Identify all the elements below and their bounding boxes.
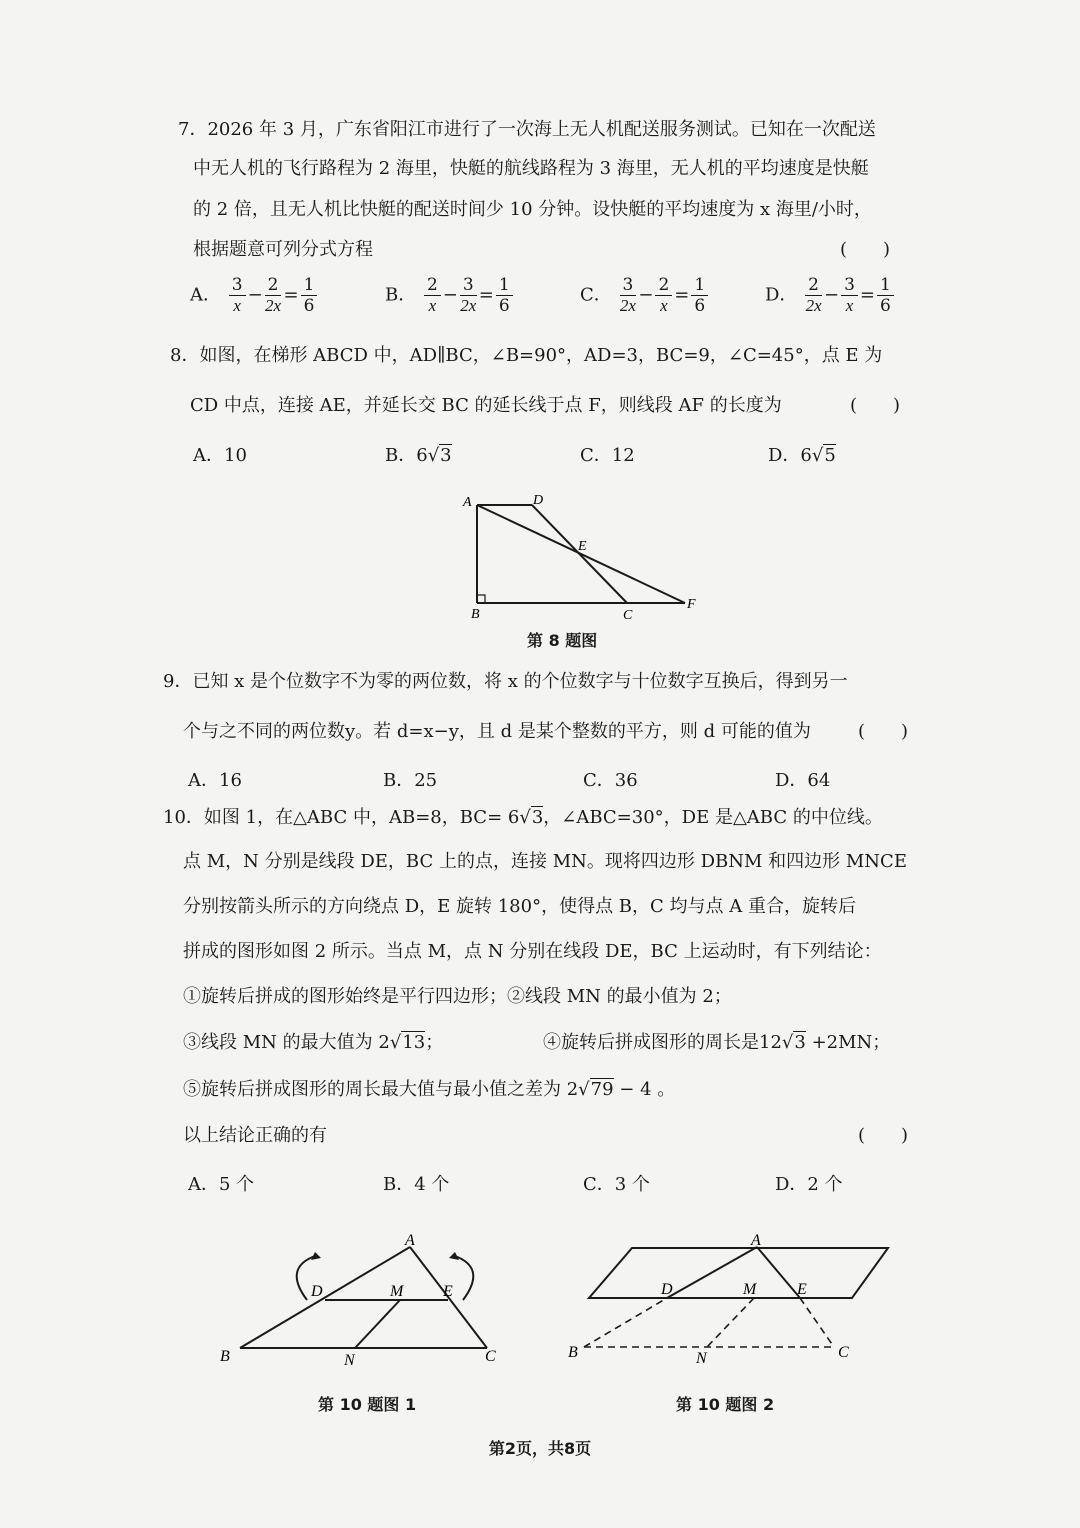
fig2-point-c-label: C [838, 1344, 849, 1361]
q8-option-c: C．12 [580, 445, 635, 466]
q10-figure-1 [215, 1228, 515, 1373]
q10-figure-2-caption: 第 10 题图 2 [676, 1395, 775, 1414]
q7-line-2: 中无人机的飞行路程为 2 海里，快艇的航线路程为 3 海里，无人机的平均速度是快艇 [193, 158, 869, 179]
segment-af [477, 505, 685, 603]
point-b-label: B [471, 607, 480, 622]
q10-line-6a: ③线段 MN 的最大值为 2√13； [183, 1032, 444, 1053]
fig2-point-d-label: D [661, 1281, 673, 1298]
q9-option-b: B．25 [383, 770, 438, 791]
q7-option-c: C． $\frac{3}{2x}$ − $\frac{2}{x}$ = $\frac{1}{6}$ [580, 275, 710, 316]
q10-line-3: 分别按箭头所示的方向绕点 D，E 旋转 180°，使得点 B，C 均与点 A 重合，旋转后 [183, 896, 856, 917]
right-angle-mark [477, 595, 485, 603]
q10-line-7: ⑤旋转后拼成图形的周长最大值与最小值之差为 2√79 − 4 。 [183, 1079, 676, 1100]
q10-line-2: 点 M，N 分别是线段 DE，BC 上的点，连接 MN。现将四边形 DBNM 和四边形 MNCE [183, 851, 907, 872]
q10-option-b: B．4 个 [383, 1174, 450, 1195]
fig1-point-b-label: B [220, 1348, 230, 1365]
q8-line-2: CD 中点，连接 AE，并延长交 BC 的延长线于点 F，则线段 AF 的长度为 [190, 395, 782, 416]
q9-line-2: 个与之不同的两位数y。若 d=x−y，且 d 是某个整数的平方，则 d 可能的值为 [183, 721, 811, 742]
q7-option-d: D． $\frac{2}{2x}$ − $\frac{3}{x}$ = $\frac{1}{6}$ [765, 275, 896, 316]
fig2-point-n-label: N [696, 1350, 707, 1367]
fig2-point-e-label: E [797, 1281, 807, 1298]
q10-line-5: ①旋转后拼成的图形始终是平行四边形；②线段 MN 的最小值为 2； [183, 986, 732, 1007]
fig1-point-m-label: M [390, 1283, 404, 1300]
q8-figure-caption: 第 8 题图 [527, 631, 598, 650]
q10-figure-1-caption: 第 10 题图 1 [318, 1395, 417, 1414]
fig1-point-c-label: C [485, 1348, 496, 1365]
q10-answer-paren: ( ) [858, 1125, 909, 1146]
fig1-point-n-label: N [344, 1352, 355, 1369]
fig1-point-e-label: E [443, 1283, 453, 1300]
q10-line-6b: ④旋转后拼成图形的周长是12√3 +2MN； [543, 1032, 891, 1053]
q8-option-a: A．10 [193, 445, 247, 466]
dashed-segment-ec [800, 1298, 834, 1347]
q10-figure-2 [562, 1225, 902, 1375]
q10-option-d: D．2 个 [775, 1174, 843, 1195]
fig1-point-d-label: D [311, 1283, 323, 1300]
point-f-label: F [687, 597, 696, 612]
segment-ae [757, 1247, 800, 1298]
q8-line-1: 8．如图，在梯形 ABCD 中，AD∥BC，∠B=90°，AD=3，BC=9，∠C=45°，点 E 为 [170, 345, 883, 366]
q8-answer-paren: ( ) [850, 395, 901, 416]
segment-ba [240, 1247, 410, 1348]
point-a-label: A [463, 495, 472, 510]
q7-line-3: 的 2 倍，且无人机比快艇的配送时间少 10 分钟。设快艇的平均速度为 x 海里/小时， [193, 199, 872, 220]
q7-answer-paren: ( ) [840, 239, 891, 260]
q10-line-1: 10．如图 1，在△ABC 中，AB=8，BC= 6√3，∠ABC=30°，DE 是△ABC 的中位线。 [163, 807, 883, 828]
parallelogram [589, 1248, 888, 1298]
dashed-segment-bd [584, 1298, 667, 1347]
q9-option-d: D．64 [775, 770, 831, 791]
q9-option-c: C．36 [583, 770, 638, 791]
fig2-point-b-label: B [568, 1344, 578, 1361]
dashed-segment-mn [707, 1298, 754, 1347]
q10-option-c: C．3 个 [583, 1174, 650, 1195]
fig2-point-m-label: M [743, 1281, 757, 1298]
point-d-label: D [533, 493, 544, 508]
q8-option-d: D．6√5 [768, 445, 836, 466]
q9-answer-paren: ( ) [858, 721, 909, 742]
page-footer: 第2页，共8页 [488, 1439, 592, 1458]
q7-option-b: B． $\frac{2}{x}$ − $\frac{3}{2x}$ = $\frac{1}{6}$ [385, 275, 515, 316]
point-e-label: E [578, 539, 587, 554]
point-c-label: C [623, 608, 633, 623]
fig1-point-a-label: A [405, 1232, 415, 1249]
rotation-arrow-right [455, 1256, 473, 1300]
q10-line-4: 拼成的图形如图 2 所示。当点 M，点 N 分别在线段 DE，BC 上运动时，有下列结论： [183, 941, 882, 962]
q7-option-a: A． $\frac{3}{x}$ − $\frac{2}{2x}$ = $\frac{1}{6}$ [190, 275, 319, 316]
fig2-point-a-label: A [751, 1232, 761, 1249]
q9-option-a: A．16 [188, 770, 242, 791]
q7-line-1: 7．2026 年 3 月，广东省阳江市进行了一次海上无人机配送服务测试。已知在一次配送 [178, 119, 876, 140]
segment-mn [355, 1300, 400, 1348]
q9-line-1: 9．已知 x 是个位数字不为零的两位数，将 x 的个位数字与十位数字互换后，得到另一 [163, 671, 848, 692]
q7-line-4: 根据题意可列分式方程 [193, 239, 373, 260]
q10-line-8: 以上结论正确的有 [183, 1125, 327, 1146]
q10-option-a: A．5 个 [188, 1174, 255, 1195]
q8-option-b: B．6√3 [385, 445, 452, 466]
q8-figure [455, 488, 715, 628]
